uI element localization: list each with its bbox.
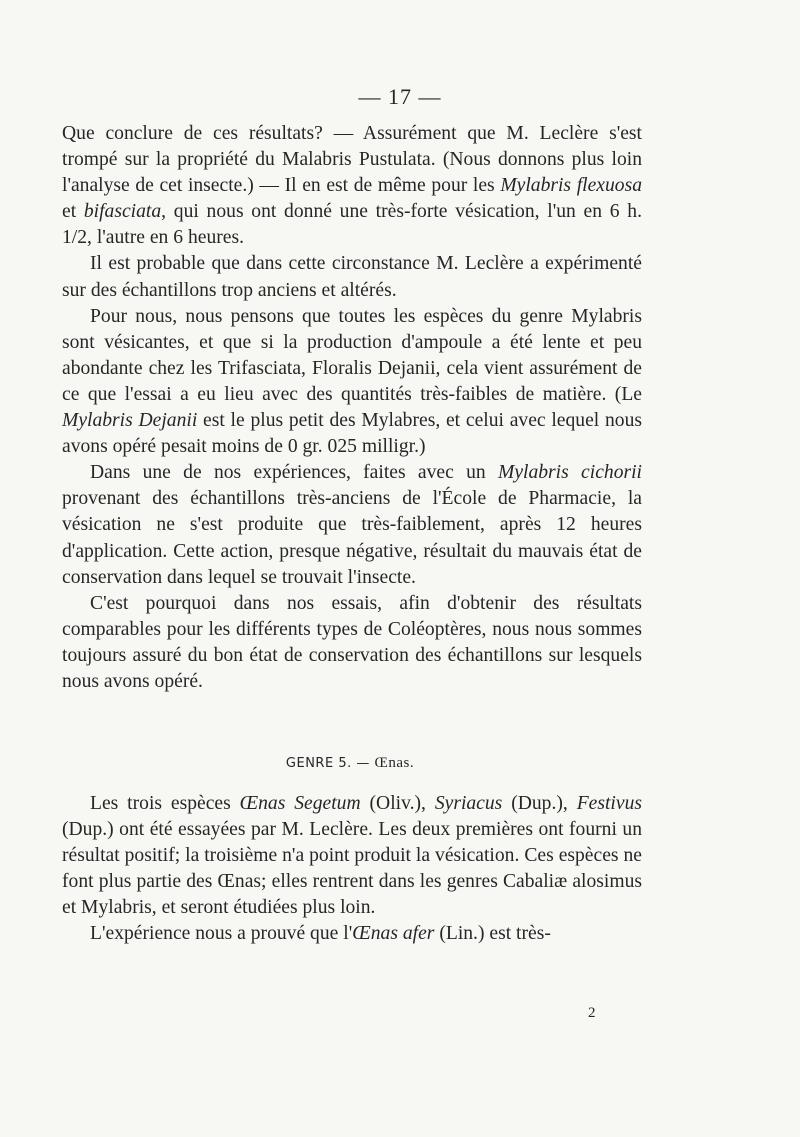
text-run: L'expérience nous a prouvé que l'	[90, 923, 353, 945]
italic-run: bifasciata	[83, 201, 162, 223]
paragraph	[62, 251, 642, 303]
body-text-lower	[62, 791, 642, 948]
text-run: , qui nous ont donné une très-forte vésication, l'un en 6 h. 1/2, l'autre en 6 heures.	[62, 201, 642, 249]
paragraph	[62, 304, 642, 461]
italic-run: Œnas Segetum	[239, 793, 361, 814]
text-run: C'est pourquoi dans nos essais, afin d'obtenir des résultats comparables pour les différents types de Coléoptères, nous nous sommes toujours assuré du bon état de conservation des échantillons sur lesquels nous avons opéré.	[62, 592, 642, 692]
text-run: Les trois espèces	[90, 793, 240, 814]
text-run: Il est probable que dans cette circonstance M. Leclère a expérimenté sur des échantillons trop anciens et altérés.	[62, 253, 642, 301]
printer-signature-mark: 2	[588, 1005, 596, 1021]
italic-run: Œnas afer	[352, 923, 435, 945]
text-run: (Dup.),	[502, 793, 577, 814]
italic-run: Mylabris flexuosa	[500, 175, 642, 197]
italic-run: Syriacus	[434, 793, 503, 814]
section-heading-label: GENRE 5. —	[285, 756, 375, 771]
italic-run: Mylabris Dejanii	[62, 410, 198, 432]
text-run: est le plus petit des Mylabres, et celui avec lequel nous avons opéré pesait moins de 0 gr. 025 milligr.)	[62, 410, 642, 458]
section-heading-genus: Œnas.	[374, 755, 415, 771]
paragraph	[62, 791, 642, 921]
italic-run: Festivus	[576, 793, 642, 814]
section-heading	[0, 755, 700, 772]
paragraph	[62, 460, 642, 590]
text-run: Dans une de nos expériences, faites avec un	[90, 462, 498, 484]
page-number: — 17 —	[358, 84, 442, 109]
text-run: Pour nous, nous pensons que toutes les espèces du genre Mylabris sont vésicantes, et que si la production d'ampoule a été lente et peu abondante chez les Trifasciata, Floralis Dejanii, cela vient assurément de ce que l'essai a eu lieu avec des quantités très-faibles de matière. (Le	[62, 305, 642, 405]
text-run: (Lin.) est très-	[434, 923, 551, 945]
text-run: (Oliv.),	[360, 793, 435, 814]
text-run: (Dup.) ont été essayées par M. Leclère. Les deux premières ont fourni un résultat positif; la troisième n'a point produit la vésication. Ces espèces ne font plus partie des Œnas; elles rentrent dans les genres Cabaliæ alosimus et Mylabris, et seront étudiées plus loin.	[62, 819, 642, 919]
text-run: provenant des échantillons très-anciens de l'École de Pharmacie, la vésication ne s'est produite que très-faiblement, après 12 heures d'application. Cette action, presque négative, résultait du mauvais état de conservation dans lequel se trouvait l'insecte.	[62, 488, 642, 588]
paragraph	[62, 921, 642, 947]
text-run: et	[62, 201, 84, 223]
italic-run: Mylabris cichorii	[498, 462, 642, 484]
paragraph	[62, 591, 642, 695]
body-text-upper	[62, 121, 642, 695]
paragraph	[62, 121, 642, 251]
text-run: Que conclure de ces résultats? — Assurément que M. Leclère s'est trompé sur la propriété du Malabris Pustulata. (Nous donnons plus loin l'analyse de cet insecte.) — Il en est de même pour les	[62, 123, 642, 197]
